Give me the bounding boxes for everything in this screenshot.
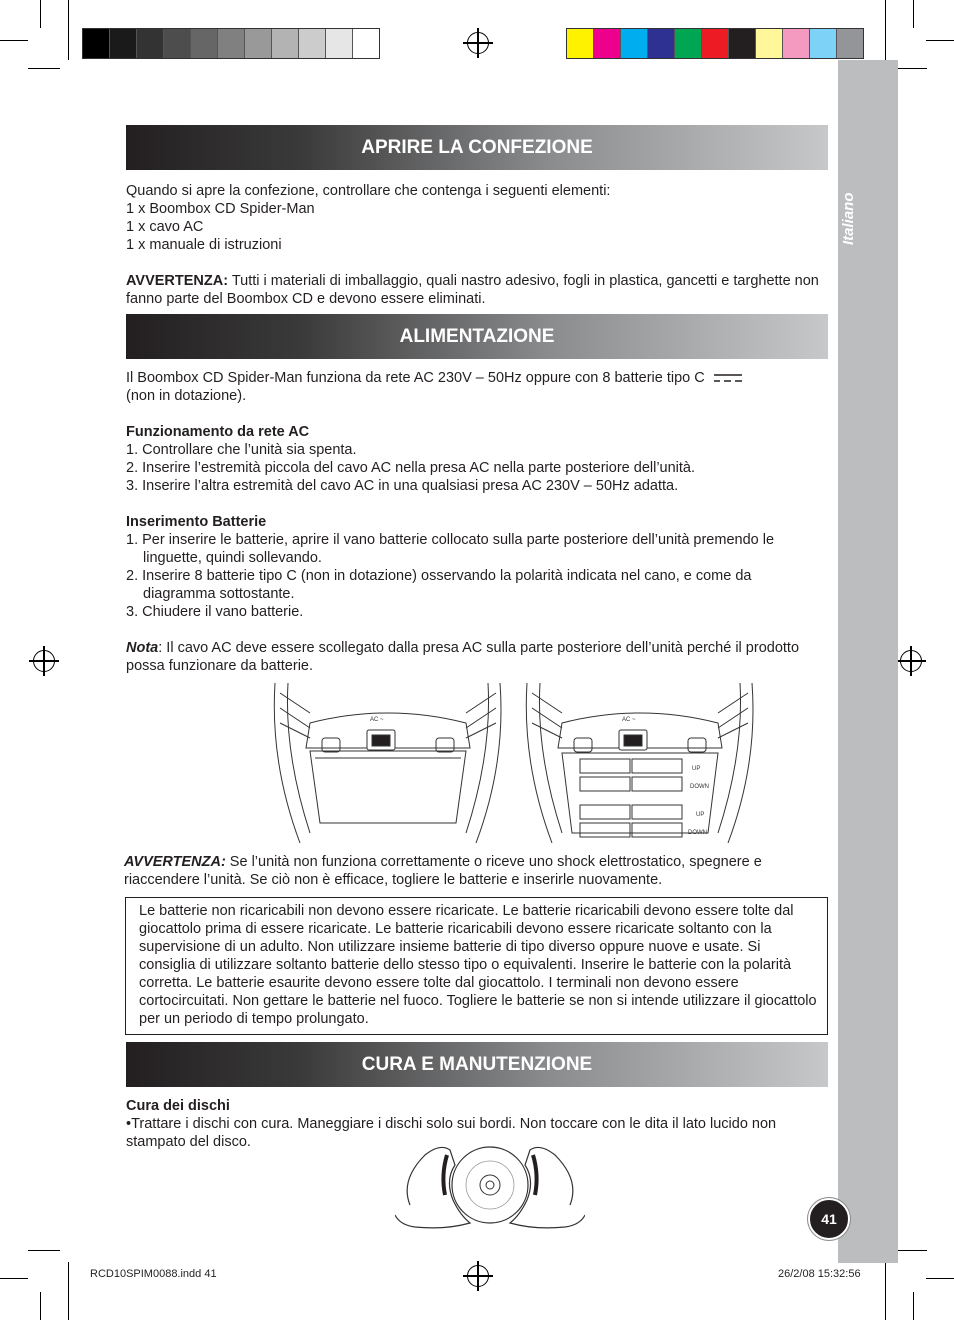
color-swatch	[621, 29, 648, 58]
down-label: DOWN	[688, 830, 707, 836]
color-swatch	[594, 29, 621, 58]
list-item: 1 x Boombox CD Spider-Man	[126, 201, 315, 217]
color-swatch	[83, 29, 110, 58]
alimentazione-intro	[126, 369, 826, 387]
footer-filename: RCD10SPIM0088.indd 41	[90, 1268, 217, 1280]
section-header-confezione: APRIRE LA CONFEZIONE	[126, 125, 828, 170]
color-swatch	[164, 29, 191, 58]
disc-handling-illustration	[395, 1135, 585, 1235]
color-swatch	[756, 29, 783, 58]
color-swatch	[353, 29, 379, 58]
down-label: DOWN	[690, 784, 709, 790]
crop-mark	[895, 1250, 927, 1251]
battery-warning-box	[125, 897, 828, 1035]
crop-mark	[0, 1278, 28, 1279]
disc-heading: Cura dei dischi	[126, 1098, 230, 1114]
color-swatch	[810, 29, 837, 58]
list-item: 2. Inserire 8 batterie tipo C (non in dotazione) osservando la polarità indicata nel cano, e come da diagramma sottostante.	[126, 568, 752, 602]
color-bar	[566, 28, 864, 59]
section-header-alimentazione: ALIMENTAZIONE	[126, 314, 828, 359]
crop-mark	[885, 0, 886, 60]
crop-mark	[68, 0, 69, 60]
registration-mark-icon	[33, 650, 55, 672]
dc-symbol-icon	[713, 372, 743, 384]
color-swatch	[245, 29, 272, 58]
alimentazione-warning	[124, 853, 828, 889]
up-label: UP	[692, 766, 701, 772]
color-swatch	[137, 29, 164, 58]
color-swatch	[648, 29, 675, 58]
intro-text-2: (non in dotazione).	[126, 388, 247, 404]
battery-diagram	[270, 683, 760, 847]
note-text: : Il cavo AC deve essere scollegato dalla presa AC sulla parte posteriore dell’unità perché il prodotto possa funzionare da batterie.	[126, 640, 800, 674]
language-label: Italiano	[840, 192, 857, 245]
list-item: 1 x manuale di istruzioni	[126, 237, 282, 253]
color-swatch	[110, 29, 137, 58]
grayscale-bar	[82, 28, 380, 59]
crop-mark	[895, 68, 927, 69]
note	[126, 639, 826, 675]
registration-mark-icon	[467, 32, 489, 54]
color-swatch	[783, 29, 810, 58]
alimentazione-body	[126, 369, 826, 675]
registration-mark-icon	[467, 1265, 489, 1287]
up-label: UP	[696, 812, 705, 818]
crop-mark	[0, 40, 28, 41]
crop-mark	[926, 40, 954, 41]
color-swatch	[326, 29, 353, 58]
crop-mark	[68, 1262, 69, 1320]
side-tab	[838, 60, 898, 1263]
crop-mark	[40, 1292, 41, 1320]
crop-mark	[913, 1292, 914, 1320]
ac-heading: Funzionamento da rete AC	[126, 424, 310, 440]
color-swatch	[191, 29, 218, 58]
battery-warning-text: Le batterie non ricaricabili non devono essere ricaricate. Le batterie ricaricabili devono essere tolte dal giocattolo prima di essere ricaricate. Le batterie ricaricabili devono essere ricaricate soltanto con la supervisione di un adulto. Non utilizzare insieme batterie di tipo diverso oppure nuove e usate. Si consiglia di utilizzare soltanto batterie dello stesso tipo o equivalenti. Inserire le batterie con la polarità corretta. Le batterie esaurite devono essere tolte dal giocattolo. I terminali non devono essere cortocircuitati. Non gettare le batterie nel fuoco. Togliere le batterie se non si intende utilizzare il giocattolo per un periodo di tempo prolungato.	[139, 903, 817, 1027]
crop-mark	[28, 68, 60, 69]
crop-mark	[28, 1250, 60, 1251]
confezione-warning	[126, 272, 826, 308]
ac-label: AC ~	[622, 717, 636, 723]
section-header-cura: CURA E MANUTENZIONE	[126, 1042, 828, 1087]
footer-timestamp: 26/2/08 15:32:56	[778, 1268, 861, 1280]
intro-text: Il Boombox CD Spider-Man funziona da rete AC 230V – 50Hz oppure con 8 batterie tipo C	[126, 370, 705, 386]
registration-mark-icon	[900, 650, 922, 672]
crop-mark	[885, 1262, 886, 1320]
note-label: Nota	[126, 640, 159, 656]
color-swatch	[729, 29, 756, 58]
list-item: 2. Inserire l’estremità piccola del cavo AC nella presa AC nella parte posteriore dell’unità.	[126, 460, 696, 476]
battery-heading: Inserimento Batterie	[126, 514, 267, 530]
battery-steps	[126, 531, 826, 621]
list-item: 1. Per inserire le batterie, aprire il vano batterie collocato sulla parte posteriore dell’unità premendo le linguette, quindi sollevando.	[126, 532, 775, 566]
color-swatch	[567, 29, 594, 58]
crop-mark	[40, 0, 41, 28]
crop-mark	[926, 1278, 954, 1279]
color-swatch	[272, 29, 299, 58]
crop-mark	[913, 0, 914, 28]
color-swatch	[299, 29, 326, 58]
warning-label: AVVERTENZA:	[124, 854, 226, 870]
list-item: 3. Chiudere il vano batterie.	[126, 604, 304, 620]
color-swatch	[218, 29, 245, 58]
ac-steps	[126, 441, 826, 495]
list-item: 3. Inserire l’altra estremità del cavo AC in una qualsiasi presa AC 230V – 50Hz adatta.	[126, 478, 679, 494]
warning-text: Tutti i materiali di imballaggio, quali nastro adesivo, fogli in plastica, gancetti e targhette non fanno parte del Boombox CD e devono essere eliminati.	[126, 273, 819, 307]
confezione-body	[126, 182, 826, 308]
color-swatch	[837, 29, 863, 58]
color-swatch	[675, 29, 702, 58]
list-item: 1 x cavo AC	[126, 219, 204, 235]
color-swatch	[702, 29, 729, 58]
disc-text: •Trattare i dischi con cura. Maneggiare i dischi solo sui bordi. Non toccare con le dita il lato lucido non stampato del disco.	[126, 1116, 777, 1150]
confezione-intro: Quando si apre la confezione, controllare che contenga i seguenti elementi:	[126, 183, 611, 199]
warning-label: AVVERTENZA:	[126, 273, 229, 289]
list-item: 1. Controllare che l’unità sia spenta.	[126, 442, 357, 458]
ac-label: AC ~	[370, 717, 384, 723]
warning-text: Se l’unità non funziona correttamente o riceve uno shock elettrostatico, spegnere e riaccendere l’unità. Se ciò non è efficace, togliere le batterie e inserirle nuovamente.	[124, 854, 762, 888]
page-number: 41	[808, 1198, 850, 1240]
